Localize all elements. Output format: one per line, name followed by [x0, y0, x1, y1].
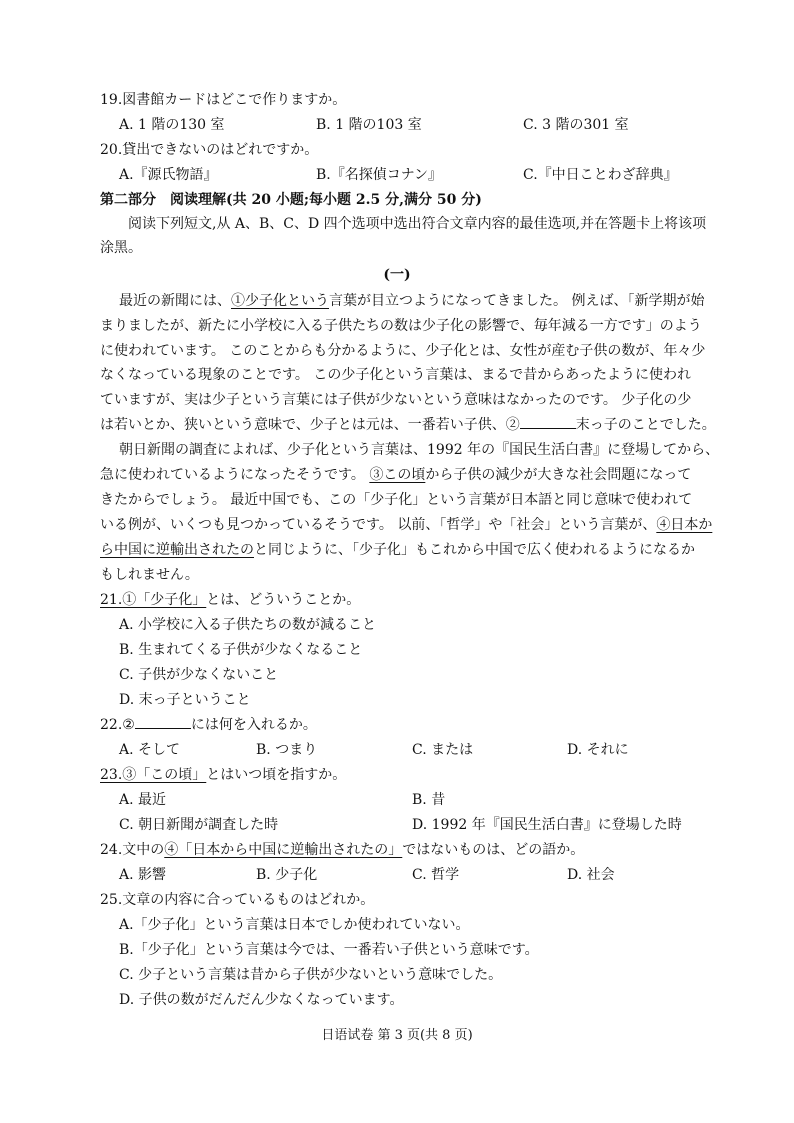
- q21-option-b: B. 生まれてくる子供が少なくなること: [119, 642, 363, 658]
- blank-2: [520, 414, 576, 429]
- q22-option-d: D. それに: [567, 742, 629, 758]
- q24-option-d: D. 社会: [567, 867, 615, 883]
- q25-option-d: D. 子供の数がだんだん少なくなっています。: [119, 992, 404, 1008]
- passage-p2-line1: 朝日新聞の調査によれば、少子化という言葉は、1992 年の『国民生活白書』に登場してから、: [119, 442, 720, 458]
- underline-3: ③この頃: [369, 467, 426, 483]
- q20-option-c: C.『中日ことわざ辞典』: [523, 167, 678, 183]
- q25-stem: 25.文章の内容に合っているものはどれか。: [100, 892, 375, 908]
- q24-option-b: B. 少子化: [256, 867, 318, 883]
- q22-option-c: C. または: [412, 742, 474, 758]
- part2-instruction-1: 阅读下列短文,从 A、B、C、D 四个选项中选出符合文章内容的最佳选项,并在答题卡上将该项: [128, 216, 707, 232]
- q19-option-b: B. 1 階の103 室: [316, 117, 422, 133]
- q19-option-c: C. 3 階の301 室: [523, 117, 629, 133]
- q24-option-a: A. 影響: [119, 867, 167, 883]
- passage-p2-line4: いる例が、いくつも見つかっているそうです。 以前、「哲学」や「社会」という言葉が、④日本か: [100, 517, 713, 533]
- passage-p1-line4: なくなっている現象のことです。 この少子化という言葉は、まるで昔からあったように使われ: [100, 367, 692, 383]
- passage-p2-line3: きたからでしょう。 最近中国でも、この「少子化」という言葉が日本語と同じ意味で使われて: [100, 492, 693, 508]
- passage-p1-line1: 最近の新聞には、①少子化という言葉が目立つようになってきました。 例えば、「新学期が始: [119, 293, 705, 309]
- q25-option-c: C. 少子という言葉は昔から子供が少ないという意味でした。: [119, 967, 503, 983]
- q23-option-d: D. 1992 年『国民生活白書』に登場した時: [412, 817, 682, 833]
- q22-option-b: B. つまり: [256, 742, 318, 758]
- passage-p1-line3: に使われています。 このことからも分かるように、少子化とは、女性が産む子供の数が、年々少: [100, 343, 706, 359]
- passage-p1-line2: まりましたが、新たに小学校に入る子供たちの数は少子化の影響で、毎年減る一方です」のよう: [100, 318, 702, 334]
- underline-4a: ④日本か: [656, 517, 713, 533]
- q23-option-c: C. 朝日新聞が調査した時: [119, 817, 279, 833]
- q21-stem: 21.①「少子化」とは、どういうことか。: [100, 592, 361, 608]
- q19-option-a: A. 1 階の130 室: [119, 117, 225, 133]
- q22-option-a: A. そして: [119, 742, 181, 758]
- underline-4b: ら中国に逆輸出されたの: [100, 542, 254, 558]
- q20-option-b: B.『名探偵コナン』: [316, 167, 443, 183]
- q24-option-c: C. 哲学: [412, 867, 460, 883]
- part2-title: 第二部分 阅读理解(共 20 小题;每小题 2.5 分,满分 50 分): [100, 192, 482, 208]
- q20-stem: 20.貸出できないのはどれですか。: [100, 142, 319, 158]
- passage-p2-line6: もしれません。: [100, 567, 199, 583]
- passage-p1-line5: ていますが、実は少子という言葉には子供が少ないという意味はなかったのです。 少子化の少: [100, 392, 692, 408]
- passage-p1-line6: は若いとか、狭いという意味で、少子とは元は、一番若い子供、② 末っ子のことでした。: [100, 413, 716, 437]
- passage-p2-line2: 急に使われているようになったそうです。 ③この頃から子供の減少が大きな社会問題になって: [100, 467, 692, 483]
- q23-option-a: A. 最近: [119, 792, 167, 808]
- q23-option-b: B. 昔: [412, 792, 446, 808]
- q19-stem: 19.図書館カードはどこで作りますか。: [100, 92, 347, 108]
- q25-option-b: B.「少子化」という言葉は今では、一番若い子供という意味です。: [119, 942, 539, 958]
- q25-option-a: A.「少子化」という言葉は日本でしか使われていない。: [119, 917, 470, 933]
- q21-option-d: D. 末っ子ということ: [119, 692, 251, 708]
- q24-stem: 24.文中の④「日本から中国に逆輸出されたの」ではないものは、どの語か。: [100, 842, 585, 858]
- blank-q22: [135, 714, 191, 729]
- page-footer: 日语试卷 第 3 页(共 8 页): [321, 1028, 473, 1043]
- underline-1: ①少子化という: [231, 293, 329, 309]
- passage-number: (一): [383, 267, 411, 283]
- q21-option-a: A. 小学校に入る子供たちの数が減ること: [119, 617, 377, 633]
- q21-option-c: C. 子供が少なくないこと: [119, 667, 279, 683]
- q23-stem: 23.③「この頃」とはいつ頃を指すか。: [100, 767, 347, 783]
- q22-stem: 22.② には何を入れるか。: [100, 713, 317, 737]
- passage-p2-line5: ら中国に逆輸出されたのと同じように、「少子化」もこれから中国で広く使われるようになるか: [100, 542, 695, 558]
- part2-instruction-2: 涂黑。: [100, 240, 142, 256]
- q20-option-a: A.『源氏物語』: [119, 167, 218, 183]
